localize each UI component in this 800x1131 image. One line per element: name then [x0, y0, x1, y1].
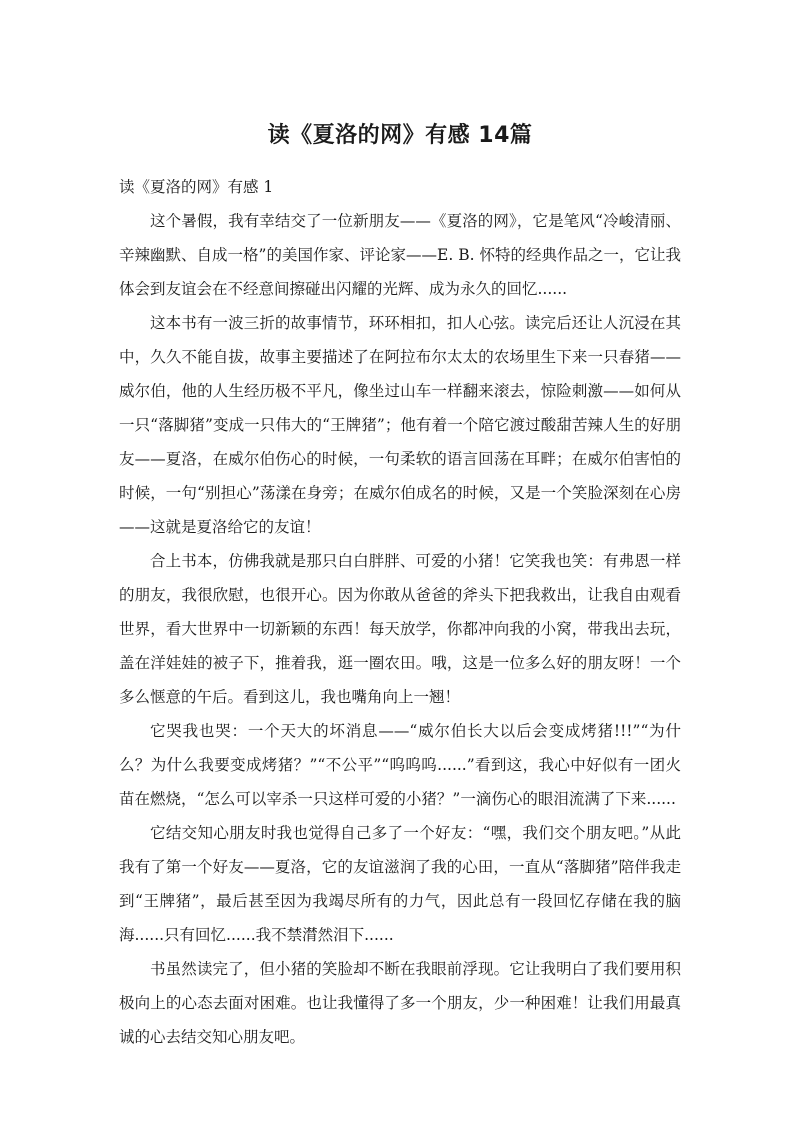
document-title: 读《夏洛的网》有感 14篇	[267, 123, 533, 148]
paragraph-6: 书虽然读完了，但小猪的笑脸却不断在我眼前浮现。它让我明白了我们要用积极向上的心态去面对困难。也让我懂得了多一个朋友，少一种困难！让我们用最真诚的心去结交知心朋友吧。	[119, 960, 681, 1046]
paragraph-3: 合上书本，仿佛我就是那只白白胖胖、可爱的小猪！它笑我也笑：有弗恩一样的朋友，我很欣慰，也很开心。因为你敢从爸爸的斧头下把我救出，让我自由观看世界，看大世界中一切新颖的东西！每天放学，你都冲向我的小窝，带我出去玩，盖在洋娃娃的被子下，推着我，逛一圈农田。哦，这是一位多么好的朋友呀！一个多么惬意的午后。看到这儿，我也嘴角向上一翘！	[119, 552, 681, 706]
paragraph-2: 这本书有一波三折的故事情节，环环相扣，扣人心弦。读完后还让人沉浸在其中，久久不能自拔，故事主要描述了在阿拉布尔太太的农场里生下来一只春猪——威尔伯，他的人生经历极不平凡，像坐过山车一样翻来滚去，惊险刺激——如何从一只“落脚猪”变成一只伟大的“王牌猪”；他有着一个陪它渡过酸甜苦辣人生的好朋友——夏洛，在威尔伯伤心的时候，一句柔软的语言回荡在耳畔；在威尔伯害怕的时候，一句“别担心”荡漾在身旁；在威尔伯成名的时候，又是一个笑脸深刻在心房——这就是夏洛给它的友谊！	[119, 314, 681, 536]
section-heading: 读《夏洛的网》有感 1	[119, 178, 274, 196]
paragraph-1: 这个暑假，我有幸结交了一位新朋友——《夏洛的网》，它是笔风“冷峻清丽、辛辣幽默、自成一格”的美国作家、评论家——E. B. 怀特的经典作品之一，它让我体会到友谊会在不经意间擦碰出闪耀的光辉、成为永久的回忆......	[119, 212, 681, 298]
paragraph-5: 它结交知心朋友时我也觉得自己多了一个好友：“嘿，我们交个朋友吧。”从此我有了第一个好友——夏洛，它的友谊滋润了我的心田，一直从“落脚猪”陪伴我走到“王牌猪”，最后甚至因为我竭尽所有的力气，因此总有一段回忆存储在我的脑海......只有回忆......我不禁潸然泪下......	[119, 824, 681, 944]
paragraph-4: 它哭我也哭：一个天大的坏消息——“威尔伯长大以后会变成烤猪!!!”“为什么？为什么我要变成烤猪？”“不公平”“呜呜呜......”看到这，我心中好似有一团火苗在燃烧，“怎么可以宰杀一只这样可爱的小猪？”一滴伤心的眼泪流满了下来......	[119, 722, 681, 808]
